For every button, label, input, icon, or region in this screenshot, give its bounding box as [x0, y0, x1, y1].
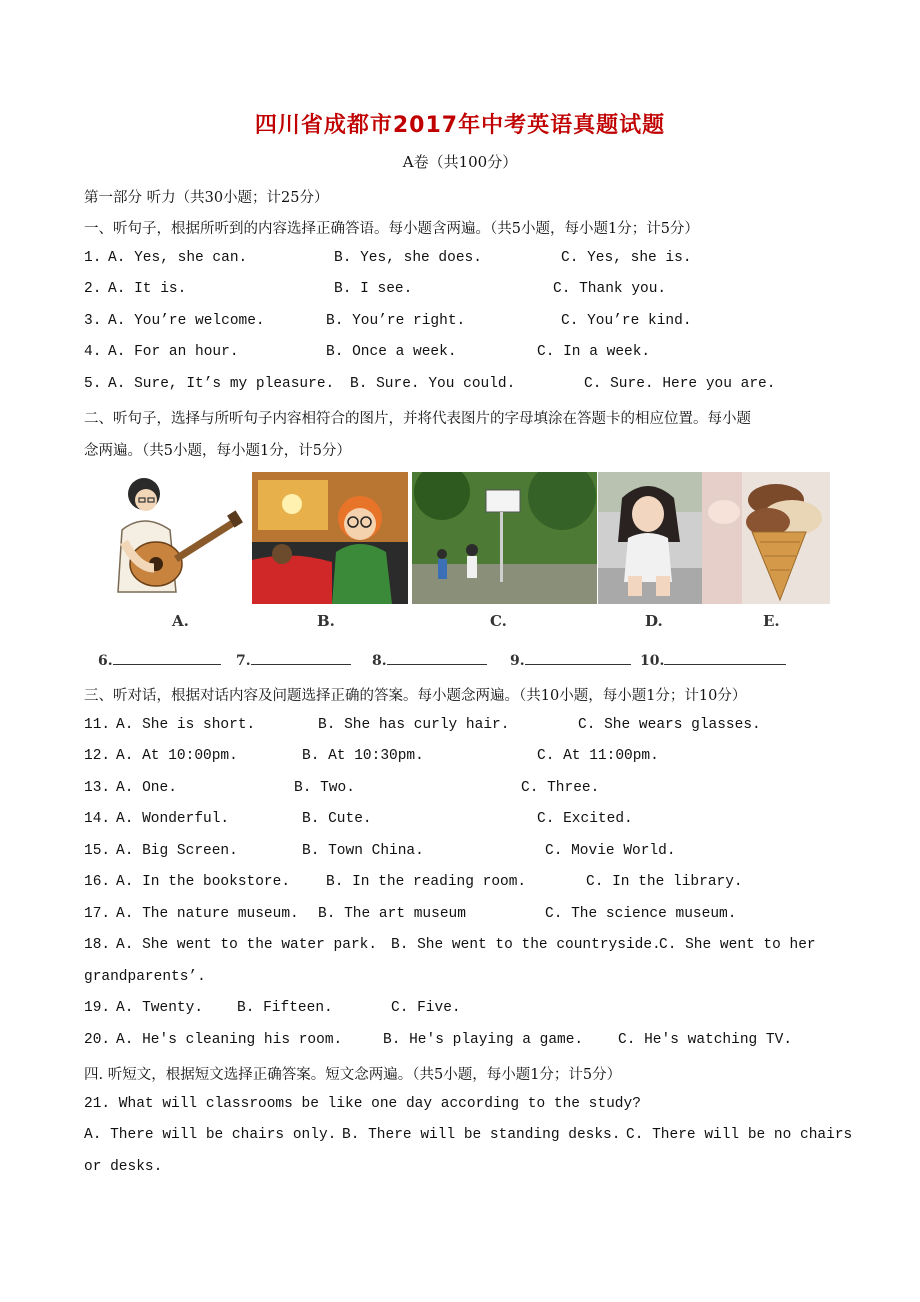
option-b: B. Cute.: [302, 811, 372, 827]
question-row: [84, 937, 844, 957]
option-c: C. He's watching TV.: [618, 1032, 793, 1048]
option-b: B. Once a week.: [326, 344, 457, 360]
option-c: C. Three.: [521, 780, 600, 796]
option-a: A. He's cleaning his room.: [116, 1032, 343, 1048]
option-a: A. For an hour.: [108, 344, 239, 360]
option-a: A. Sure, It’s my pleasure.: [108, 376, 335, 392]
picture-letter: D.: [645, 612, 663, 630]
question-row: [84, 376, 844, 396]
question-number: 1.: [84, 250, 102, 266]
question-row: [84, 717, 844, 737]
page-subtitle: A卷（共100分）: [402, 153, 518, 171]
option-a: A. Big Screen.: [116, 843, 238, 859]
option-b: B. Town China.: [302, 843, 424, 859]
picture-letter: E.: [763, 612, 780, 630]
option-b: B. The art museum: [318, 906, 466, 922]
option-c: C. There will be no chairs: [626, 1127, 853, 1143]
question-21: 21. What will classrooms be like one day according to the study?: [84, 1096, 641, 1112]
question-number: 13.: [84, 780, 111, 796]
question-number: 16.: [84, 874, 111, 890]
option-a: A. There will be chairs only.: [84, 1127, 337, 1143]
question-row: [84, 281, 844, 301]
option-b: B. She has curly hair.: [318, 717, 510, 733]
option-a: A. Wonderful.: [116, 811, 230, 827]
option-b: B. Sure. You could.: [350, 376, 516, 392]
option-a: A. You’re welcome.: [108, 313, 265, 329]
picture-strip: [104, 472, 830, 604]
option-continuation: or desks.: [84, 1159, 163, 1175]
option-a: A. At 10:00pm.: [116, 748, 238, 764]
question-row: [84, 843, 844, 863]
question-number: 4.: [84, 344, 102, 360]
blank-number: 10.: [640, 653, 665, 669]
section-2-heading-cont: 念两遍。（共5小题，每小题1分，计5分）: [84, 443, 351, 459]
question-row: [84, 250, 844, 270]
question-row: [84, 906, 844, 926]
option-b: B. Yes, she does.: [334, 250, 482, 266]
question-number: 18.: [84, 937, 111, 953]
option-b: B. You’re right.: [326, 313, 466, 329]
picture-letter: C.: [490, 612, 507, 630]
option-a: A. In the bookstore.: [116, 874, 291, 890]
question-number: 17.: [84, 906, 111, 922]
section-1-heading: 一、听句子，根据所听到的内容选择正确答语。每小题含两遍。（共5小题，每小题1分；计5分）: [84, 221, 699, 237]
option-b: B. I see.: [334, 281, 413, 297]
option-c: C. In the library.: [586, 874, 743, 890]
question-row: [84, 1000, 844, 1020]
question-row: [84, 811, 844, 831]
option-c: C. Excited.: [537, 811, 633, 827]
question-row: [84, 874, 844, 894]
picture-letter: B.: [317, 612, 335, 630]
option-c: C. Five.: [391, 1000, 461, 1016]
option-a: A. She went to the water park.: [116, 937, 378, 953]
blank-number: 8.: [372, 653, 387, 669]
answer-blank[interactable]: [372, 650, 487, 669]
option-c: C. She went to her: [659, 937, 816, 953]
kids-in-cinema-icon: [252, 472, 408, 604]
section-2-heading: 二、听句子，选择与所听句子内容相符合的图片，并将代表图片的字母填涂在答题卡的相应位置。每小题: [84, 411, 751, 427]
question-row: [84, 313, 844, 333]
question-number: 2.: [84, 281, 102, 297]
option-a: A. The nature museum.: [116, 906, 299, 922]
option-c: C. In a week.: [537, 344, 651, 360]
question-row: [84, 748, 844, 768]
question-number: 5.: [84, 376, 102, 392]
option-c: C. Thank you.: [553, 281, 667, 297]
page-title: 四川省成都市2017年中考英语真题试题: [254, 113, 666, 138]
option-c: C. Yes, she is.: [561, 250, 692, 266]
ice-cream-cone-icon: [702, 472, 830, 604]
question-row: [84, 1032, 844, 1052]
option-c: C. At 11:00pm.: [537, 748, 659, 764]
picture-letter: A.: [172, 612, 189, 630]
question-number: 19.: [84, 1000, 111, 1016]
option-c: C. The science museum.: [545, 906, 737, 922]
question-number: 14.: [84, 811, 111, 827]
section-4-heading: 四. 听短文，根据短文选择正确答案。短文念两遍。（共5小题，每小题1分；计5分）: [84, 1067, 622, 1083]
blank-number: 9.: [510, 653, 525, 669]
question-number: 15.: [84, 843, 111, 859]
question-row: [84, 780, 844, 800]
option-c: C. Sure. Here you are.: [584, 376, 776, 392]
option-b: B. There will be standing desks.: [342, 1127, 621, 1143]
answer-blank[interactable]: [236, 650, 351, 669]
question-number: 11.: [84, 717, 111, 733]
question-row: [84, 1127, 853, 1147]
section-3-heading: 三、听对话，根据对话内容及问题选择正确的答案。每小题念两遍。（共10小题，每小题1分；计10分）: [84, 688, 747, 704]
option-b: B. She went to the countryside.: [391, 937, 661, 953]
option-b: B. At 10:30pm.: [302, 748, 424, 764]
blank-number: 7.: [236, 653, 251, 669]
answer-blank[interactable]: [510, 650, 631, 669]
option-a: A. She is short.: [116, 717, 256, 733]
option-b: B. In the reading room.: [326, 874, 527, 890]
basketball-court-icon: [412, 472, 597, 604]
question-number: 3.: [84, 313, 102, 329]
question-row: [84, 344, 844, 364]
option-c: C. Movie World.: [545, 843, 676, 859]
answer-blank[interactable]: [640, 650, 786, 669]
option-c: C. You’re kind.: [561, 313, 692, 329]
option-b: B. He's playing a game.: [383, 1032, 584, 1048]
option-b: B. Two.: [294, 780, 355, 796]
answer-blank[interactable]: [98, 650, 221, 669]
boy-playing-guitar-icon: [104, 472, 244, 604]
option-a: A. Yes, she can.: [108, 250, 248, 266]
blank-number: 6.: [98, 653, 113, 669]
option-a: A. One.: [116, 780, 177, 796]
option-a: A. Twenty.: [116, 1000, 204, 1016]
option-continuation: grandparents’.: [84, 969, 206, 985]
question-number: 12.: [84, 748, 111, 764]
girl-crouching-icon: [598, 472, 702, 604]
part-heading: 第一部分 听力（共30小题；计25分）: [84, 190, 329, 206]
question-number: 20.: [84, 1032, 111, 1048]
option-a: A. It is.: [108, 281, 187, 297]
option-b: B. Fifteen.: [237, 1000, 333, 1016]
option-c: C. She wears glasses.: [578, 717, 761, 733]
